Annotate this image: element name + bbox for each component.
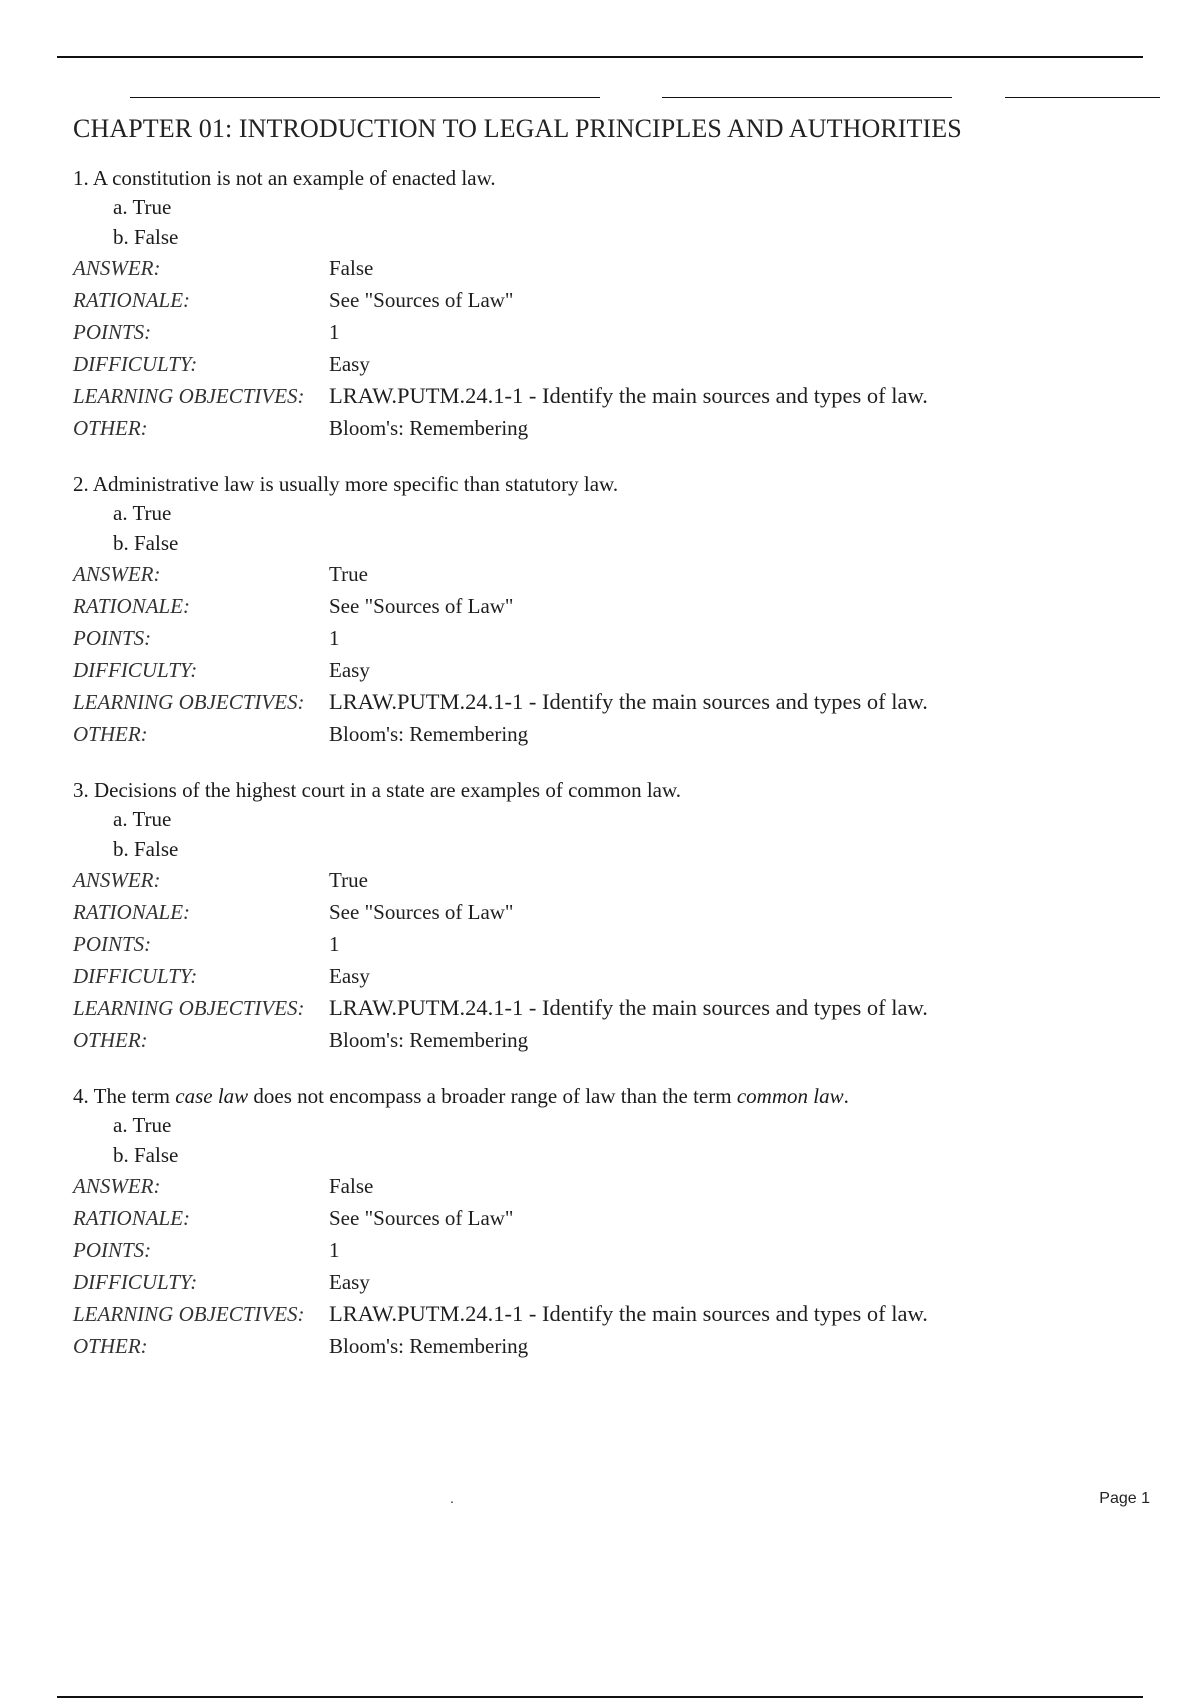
answer-value: False: [329, 256, 374, 280]
other-label: OTHER:: [73, 416, 148, 440]
option-false: b. False: [113, 1143, 179, 1167]
rationale-label: RATIONALE:: [73, 900, 191, 924]
other-value: Bloom's: Remembering: [329, 722, 529, 746]
points-label: POINTS:: [73, 1238, 152, 1262]
question-stem: Decisions of the highest court in a state are examples of common law.: [94, 778, 682, 802]
option-true: a. True: [113, 501, 172, 525]
learning-objectives-label: LEARNING OBJECTIVES:: [73, 384, 305, 408]
question-number: 2.: [73, 472, 89, 496]
difficulty-value: Easy: [329, 964, 370, 988]
question-stem: A constitution is not an example of enacted law.: [92, 166, 496, 190]
difficulty-label: DIFFICULTY:: [73, 964, 198, 988]
answer-value: True: [329, 868, 368, 892]
rationale-row: [73, 896, 1133, 928]
answer-value: False: [329, 1174, 374, 1198]
points-value: 1: [329, 626, 340, 650]
other-row: [73, 1024, 1133, 1056]
question-text: [73, 164, 1133, 192]
question-list: [73, 164, 1133, 1388]
option-true: a. True: [113, 1113, 172, 1137]
rationale-label: RATIONALE:: [73, 1206, 191, 1230]
other-row: [73, 718, 1133, 750]
chapter-title: CHAPTER 01: INTRODUCTION TO LEGAL PRINCIPLES AND AUTHORITIES: [73, 114, 962, 143]
rationale-value: See "Sources of Law": [329, 288, 514, 312]
answer-row: [73, 252, 1133, 284]
rationale-value: See "Sources of Law": [329, 1206, 514, 1230]
answer-row: [73, 1170, 1133, 1202]
points-label: POINTS:: [73, 932, 152, 956]
question-3: [73, 776, 1133, 1056]
learning-objectives-label: LEARNING OBJECTIVES:: [73, 1302, 305, 1326]
option-false: b. False: [113, 837, 179, 861]
learning-objectives-value: LRAW.PUTM.24.1-1 - Identify the main sources and types of law.: [329, 1301, 928, 1326]
option-false: b. False: [113, 531, 179, 555]
footer-mark: .: [450, 1490, 454, 1506]
difficulty-value: Easy: [329, 352, 370, 376]
difficulty-value: Easy: [329, 658, 370, 682]
option-false: b. False: [113, 225, 179, 249]
header-field-line-3: [1005, 97, 1160, 98]
term-case-law: case law: [175, 1084, 249, 1108]
question-number: 4.: [73, 1084, 89, 1108]
points-label: POINTS:: [73, 320, 152, 344]
question-stem-part: .: [843, 1084, 849, 1108]
option-true: a. True: [113, 807, 172, 831]
question-text: [73, 1082, 1133, 1110]
answer-label: ANSWER:: [73, 256, 161, 280]
difficulty-row: [73, 654, 1133, 686]
page-number: Page 1: [1099, 1490, 1150, 1507]
rationale-row: [73, 284, 1133, 316]
learning-objectives-row: [73, 380, 1133, 412]
points-label: POINTS:: [73, 626, 152, 650]
points-row: [73, 622, 1133, 654]
question-number: 1.: [73, 166, 89, 190]
rationale-value: See "Sources of Law": [329, 900, 514, 924]
points-value: 1: [329, 932, 340, 956]
term-common-law: common law: [736, 1084, 844, 1108]
question-4: [73, 1082, 1133, 1362]
question-text: [73, 776, 1133, 804]
points-row: [73, 928, 1133, 960]
other-label: OTHER:: [73, 1334, 148, 1358]
other-label: OTHER:: [73, 1028, 148, 1052]
difficulty-label: DIFFICULTY:: [73, 658, 198, 682]
answer-label: ANSWER:: [73, 1174, 161, 1198]
header-field-line-1: [130, 97, 600, 98]
header-rule: [57, 56, 1143, 58]
answer-value: True: [329, 562, 368, 586]
learning-objectives-label: LEARNING OBJECTIVES:: [73, 690, 305, 714]
difficulty-row: [73, 1266, 1133, 1298]
question-number: 3.: [73, 778, 89, 802]
question-stem: Administrative law is usually more specific than statutory law.: [92, 472, 619, 496]
question-stem-part: The term: [93, 1084, 176, 1108]
rationale-row: [73, 590, 1133, 622]
other-value: Bloom's: Remembering: [329, 416, 529, 440]
rationale-value: See "Sources of Law": [329, 594, 514, 618]
learning-objectives-row: [73, 1298, 1133, 1330]
learning-objectives-row: [73, 686, 1133, 718]
answer-row: [73, 558, 1133, 590]
learning-objectives-label: LEARNING OBJECTIVES:: [73, 996, 305, 1020]
difficulty-row: [73, 348, 1133, 380]
option-true: a. True: [113, 195, 172, 219]
footer-rule: [57, 1696, 1143, 1698]
learning-objectives-value: LRAW.PUTM.24.1-1 - Identify the main sources and types of law.: [329, 383, 928, 408]
answer-label: ANSWER:: [73, 868, 161, 892]
points-value: 1: [329, 1238, 340, 1262]
other-value: Bloom's: Remembering: [329, 1028, 529, 1052]
question-2: [73, 470, 1133, 750]
rationale-row: [73, 1202, 1133, 1234]
difficulty-label: DIFFICULTY:: [73, 1270, 198, 1294]
learning-objectives-value: LRAW.PUTM.24.1-1 - Identify the main sources and types of law.: [329, 995, 928, 1020]
answer-label: ANSWER:: [73, 562, 161, 586]
learning-objectives-value: LRAW.PUTM.24.1-1 - Identify the main sources and types of law.: [329, 689, 928, 714]
other-value: Bloom's: Remembering: [329, 1334, 529, 1358]
difficulty-value: Easy: [329, 1270, 370, 1294]
question-1: [73, 164, 1133, 444]
question-text: [73, 470, 1133, 498]
difficulty-row: [73, 960, 1133, 992]
header-field-line-2: [662, 97, 952, 98]
rationale-label: RATIONALE:: [73, 594, 191, 618]
other-row: [73, 412, 1133, 444]
answer-row: [73, 864, 1133, 896]
learning-objectives-row: [73, 992, 1133, 1024]
other-row: [73, 1330, 1133, 1362]
other-label: OTHER:: [73, 722, 148, 746]
points-row: [73, 316, 1133, 348]
points-value: 1: [329, 320, 340, 344]
question-stem-part: does not encompass a broader range of law than the term: [248, 1084, 737, 1108]
difficulty-label: DIFFICULTY:: [73, 352, 198, 376]
rationale-label: RATIONALE:: [73, 288, 191, 312]
points-row: [73, 1234, 1133, 1266]
